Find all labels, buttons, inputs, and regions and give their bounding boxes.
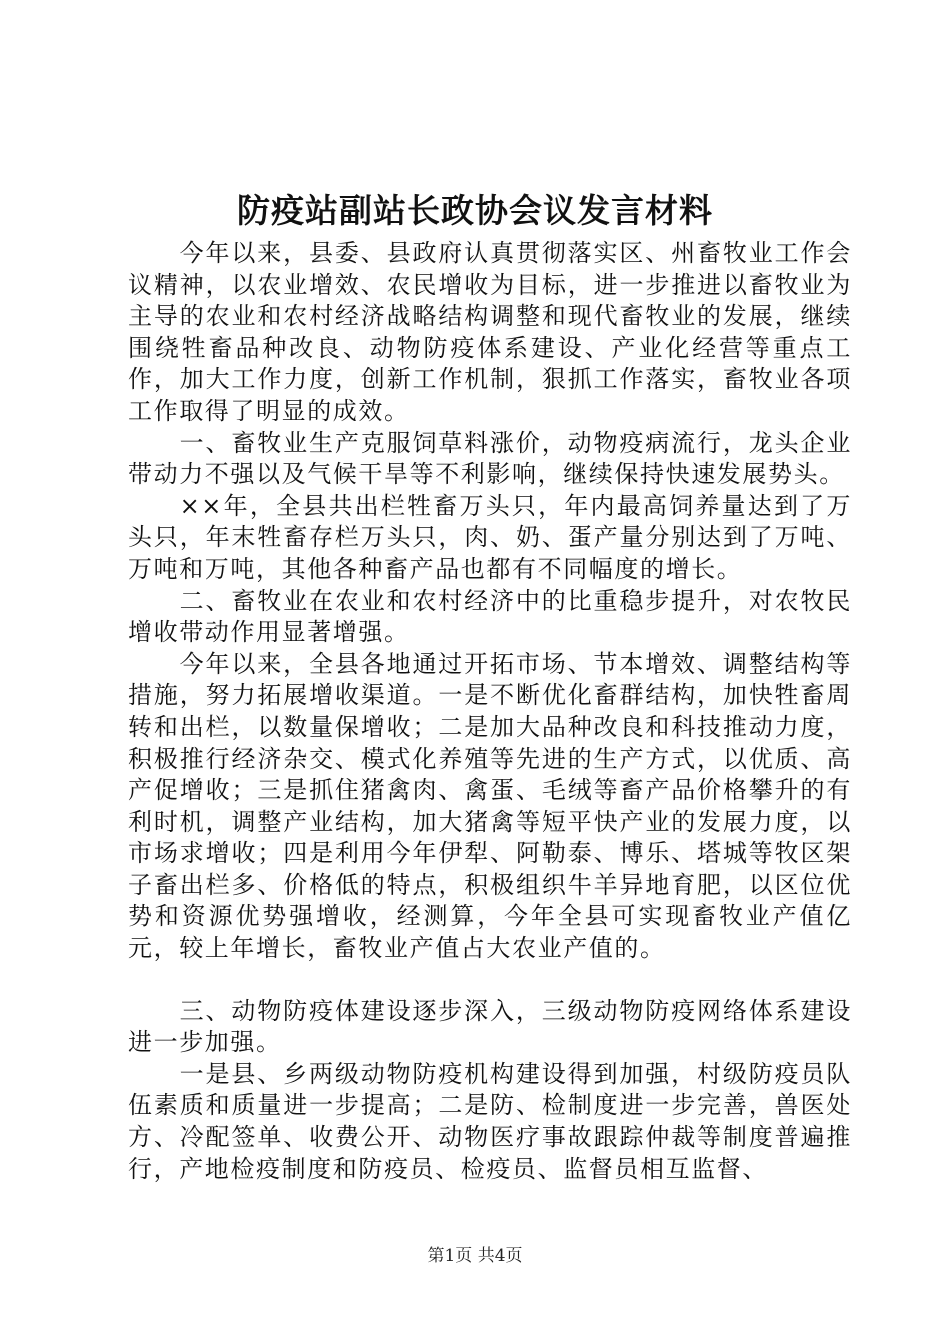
- paragraph-section-2-heading: 二、畜牧业在农业和农村经济中的比重稳步提升，对农牧民增收带动作用显著增强。: [128, 586, 852, 647]
- paragraph-section-2-body: 今年以来，全县各地通过开拓市场、节本增效、调整结构等措施，努力拓展增收渠道。一是不断优化畜群结构，加快牲畜周转和出栏，以数量保增收；二是加大品种改良和科技推动力度，积极推行经济杂交、模式化养殖等先进的生产方式，以优质、高产促增收；三是抓住猪禽肉、禽蛋、毛绒等畜产品价格攀升的有利时机，调整产业结构，加大猪禽等短平快产业的发展力度，以市场求增收；四是利用今年伊犁、阿勒泰、博乐、塔城等牧区架子畜出栏多、价格低的特点，积极组织牛羊异地育肥，以区位优势和资源优势强增收，经测算，今年全县可实现畜牧业产值亿元，较上年增长，畜牧业产值占大农业产值的。: [128, 649, 852, 963]
- paragraph-section-3-body: 一是县、乡两级动物防疫机构建设得到加强，村级防疫员队伍素质和质量进一步提高；二是防、检制度进一步完善，兽医处方、冷配签单、收费公开、动物医疗事故跟踪仲裁等制度普遍推行，产地检疫制度和防疫员、检疫员、监督员相互监督、: [128, 1059, 852, 1183]
- page-number-footer: 第1页 共4页: [427, 1246, 523, 1266]
- paragraph-section-3-heading: 三、动物防疫体建设逐步深入，三级动物防疫网络体系建设进一步加强。: [128, 996, 852, 1057]
- paragraph-section-1-heading: 一、畜牧业生产克服饲草料涨价，动物疫病流行，龙头企业带动力不强以及气候干旱等不利影响，继续保持快速发展势头。: [128, 428, 852, 489]
- paragraph-section-1-body: ××年，全县共出栏牲畜万头只，年内最高饲养量达到了万头只，年末牲畜存栏万头只，肉、奶、蛋产量分别达到了万吨、万吨和万吨，其他各种畜产品也都有不同幅度的增长。: [128, 491, 852, 583]
- paragraph-intro: 今年以来，县委、县政府认真贯彻落实区、州畜牧业工作会议精神，以农业增效、农民增收为目标，进一步推进以畜牧业为主导的农业和农村经济战略结构调整和现代畜牧业的发展，继续围绕牲畜品种改良、动物防疫体系建设、产业化经营等重点工作，加大工作力度，创新工作机制，狠抓工作落实，畜牧业各项工作取得了明显的成效。: [128, 239, 852, 425]
- document-title: 防疫站副站长政协会议发言材料: [237, 191, 713, 230]
- document-body: [128, 238, 852, 1185]
